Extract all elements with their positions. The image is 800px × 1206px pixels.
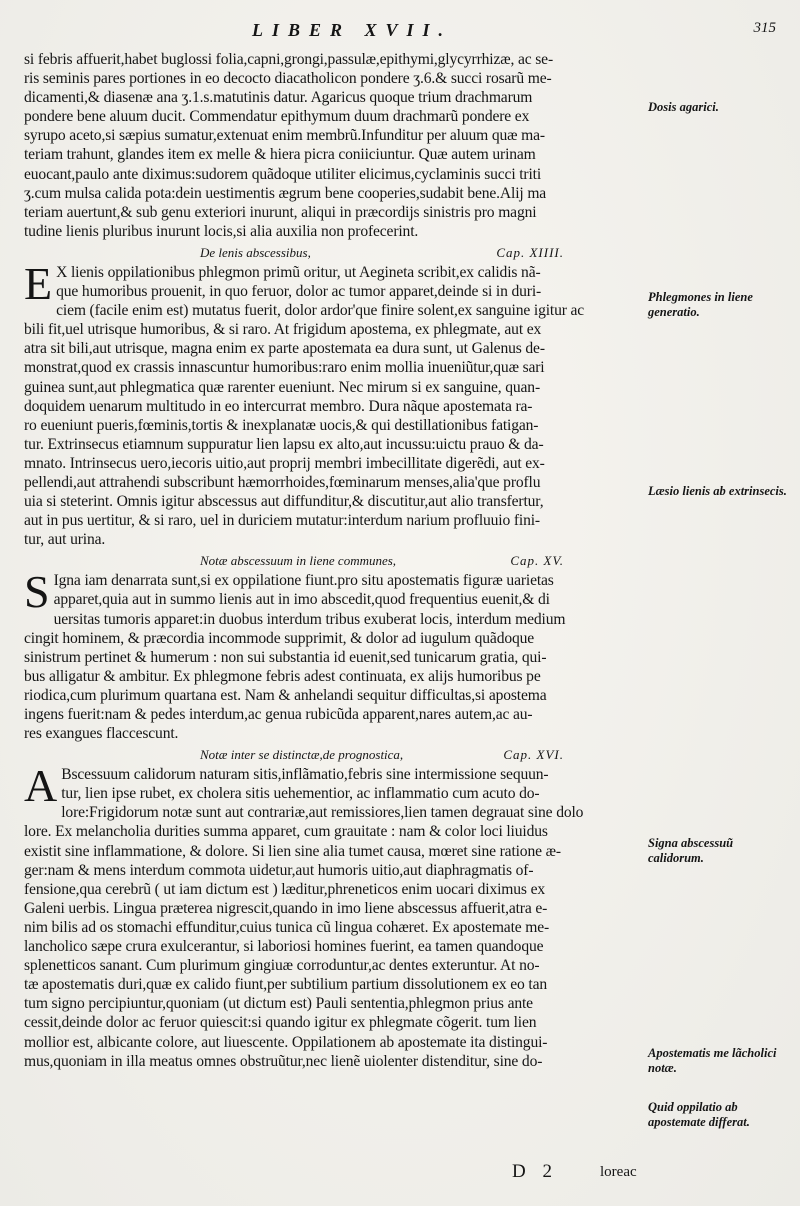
text-line: ʒ.cum mulsa calida pota:dein uestimentis ægrum bene cooperies,sudabit bene.Alij ma [24, 184, 547, 202]
drop-cap: S [24, 566, 50, 618]
chapter-number: Cap. XV. [510, 553, 564, 569]
text-line: existit sine inflammatione, & dolore. Si lien sine alia tumet causa, mœret sine ratione æ- [24, 842, 561, 860]
text-line: Igna iam denarrata sunt,si ex oppilatione fiunt.pro situ apostematis figuræ uarietas [53, 572, 554, 590]
text-line: tur. Extrinsecus etiamnum suppuratur lien lapsu ex alto,aut incussu:uictu prauo & da- [24, 435, 544, 453]
marginal-note: Phlegmones in liene generatio. [648, 290, 753, 319]
text-line: ris seminis pares portiones in eo decocto diacatholicon pondere ʒ.6.& succi rosarũ me- [24, 70, 552, 88]
folio-number: 315 [753, 20, 776, 36]
text-line: Galeni uerbis. Lingua præterea nigrescit,quando in imo liene abscessus affuerit,atra e- [24, 899, 548, 917]
text-line: euocant,paulo ante diximus:sudorem quãdoque utiliter elicimus,cyclaminis succi triti [24, 165, 542, 183]
paragraph-continuation [24, 50, 644, 241]
text-line: mnato. Intrinsecus uero,iecoris uitio,aut proprij membri imbecillitate digerẽdi, aut ex- [24, 454, 545, 472]
text-line: pondere bene aluum ducit. Commendatur epithymum duum drachmarũ pondere ex [24, 108, 530, 126]
main-text [24, 50, 644, 1071]
text-line: tur, lien ipse rubet, ex cholera sitis uehementior, ac inflammatio cum acuto do- [61, 785, 540, 803]
text-line: fensione,qua cerebrũ ( ut iam dictum est ) læditur,phreneticos enim uocari diximus ex [24, 880, 545, 898]
text-line: ger:nam & mens interdum commota uidetur,aut humoris uitio,aut diaphragmatis of- [24, 861, 534, 879]
text-line: pellendi,aut attrahendi subscribunt hæmorrhoides,fœminarum menses,alia'que proflu [24, 473, 541, 491]
text-line: sinistrum pertinet & humerum : non sui substantia id euenit,sed tunicarum gratia, qui- [24, 648, 547, 666]
text-line: uia si steterint. Omnis igitur abscessus aut diffunditur,& discutitur,aut alio transfertur, [24, 493, 544, 511]
text-line: tudine lienis pluribus inurunt locis,si alia auxilia non profecerint. [24, 222, 419, 240]
text-line: splenetticos sanant. Cum plurimum gingiuæ corroduntur,ac dentes exteruntur. At no- [24, 957, 540, 975]
marginal-note: Quid oppilatio ab apostemate differat. [648, 1100, 750, 1129]
marginal-note: Dosis agarici. [648, 100, 719, 114]
page-header [24, 20, 784, 44]
text-line: ingens fuerit:nam & pedes interdum,ac genua rubicũda apparent,nares autem,ac au- [24, 706, 533, 723]
signature-mark: D 2 [512, 1161, 558, 1182]
text-line: ro eueniunt pueris,fœminis,tortis & inexplanatæ uocis,& qui destillationibus fatigan- [24, 416, 539, 434]
running-head: LIBER XVII. [252, 20, 453, 40]
text-line: ciem (facile enim est) mutatus fuerit, dolor ardor'que finire solent,ex sanguine igitur ac [56, 302, 585, 320]
text-line: tæ apostematis duri,quæ ex calido fiunt,per subtilium partium dissolutionem ex eo tan [24, 976, 547, 994]
text-line: doquidem uenarum multitudo in eo intercurrat membro. Dura nãque apostemata ra- [24, 397, 533, 415]
text-line: X lienis oppilationibus phlegmon primũ oritur, ut Aegineta scribit,ex calidis nã- [56, 263, 541, 281]
text-line: uersitas tumoris apparet:in duobus interdum tribus exuberat locis, interdum medium [53, 610, 566, 628]
text-line: teriam trahunt, glandes item ex melle & hiera picra coniiciuntur. Quæ autem urinam [24, 146, 536, 164]
text-line: Bscessuum calidorum naturam sitis,inflãmatio,febris sine intermissione sequun- [61, 766, 549, 784]
text-line: lancholico sæpe crura exulcerantur, si laboriosi homines fuerint, ea tamen quandoque [24, 938, 544, 956]
chapter-title: Notæ abscessuum in liene communes, [200, 553, 397, 569]
paragraph-chapter-16 [24, 760, 644, 1071]
text-line: riodica,cum plurimum quartana est. Nam & anhelandi sequitur difficultas,si apostema [24, 686, 547, 704]
catchword: loreac [600, 1164, 637, 1180]
text-line: dicamenti,& diasenæ ana ʒ.1.s.matutinis datur. Agaricus quoque trium drachmarum [24, 89, 533, 107]
chapter-title: De lenis abscessibus, [200, 244, 311, 260]
text-line: cessit,deinde dolor ac feruor quiescit:si quando igitur ex phlegmate cõgerit. tum lien [24, 1014, 537, 1032]
text-line: bus alligatur & ambitur. Ex phlegmone febris adest continuata, ex alijs humoribus pe [24, 667, 541, 685]
text-line: res exangues flaccescunt. [24, 725, 179, 743]
chapter-heading [24, 745, 644, 765]
paragraph-chapter-14 [24, 257, 644, 549]
text-line: tur, aut urina. [24, 531, 106, 549]
chapter-heading [24, 551, 644, 571]
text-line: teriam auertunt,& sub genu exteriori inurunt, aliqui in præcordijs sinistris pro magni [24, 203, 537, 221]
text-line: mollior est, albicante colore, aut liuescente. Oppilationem ab apostemate ita distingui- [24, 1033, 548, 1051]
text-line: guinea sunt,aut phlegmatica quæ rarenter eueniunt. Nec mirum si ex sanguine, quan- [24, 378, 540, 396]
drop-cap: A [24, 760, 58, 812]
text-line: lore. Ex melancholia durities summa apparet, cum grauitate : nam & color loci liuidus [24, 823, 548, 841]
chapter-number: Cap. XVI. [503, 747, 564, 763]
chapter-number: Cap. XIIII. [496, 244, 564, 260]
text-line: aut in pus uertitur, & si raro, uel in duriciem mutatur:interdum narium profluuio fini- [24, 512, 540, 530]
text-line: syrupo aceto,si sæpius sumatur,extenuat enim membrũ.Infunditur per aluum quæ ma- [24, 127, 545, 145]
drop-cap: E [24, 257, 53, 309]
text-line: atra sit bili,aut utrisque, magna enim ex parte apostemata ea dura sunt, ut Galenus de- [24, 340, 545, 358]
marginal-note: Apostematis me lãcholici notæ. [648, 1046, 777, 1075]
text-line: lore:Frigidorum notæ sunt aut contrariæ,aut remissiores,lien tamen degrauat sine dolo [61, 804, 584, 822]
text-line: monstrat,quod ex crassis innascuntur humoribus:raro enim mollia inueniũtur,quæ sari [24, 359, 545, 377]
text-line: mus,quoniam in illa meatus omnes obstruũtur,nec lienẽ uiolenter distenditur, sine do- [24, 1052, 543, 1070]
chapter-title: Notæ inter se distinctæ,de prognostica, [200, 747, 404, 763]
paragraph-chapter-15 [24, 566, 644, 743]
marginal-note: Læsio lienis ab extrinsecis. [648, 484, 787, 498]
text-line: si febris affuerit,habet buglossi folia,capni,grongi,passulæ,epithymi,glycyrrhizæ, ac se- [24, 51, 553, 68]
text-line: que humoribus prouenit, in quo feruor, dolor ac tumor apparet,deinde si in duri- [56, 283, 542, 301]
text-line: tum signo percipiuntur,quoniam (ut dictum est) Pauli sententia,phlegmon prius ante [24, 995, 533, 1013]
text-line: bili fit,uel utrisque humoribus, & si raro. At frigidum apostema, ex phlegmate, aut ex [24, 321, 542, 339]
text-line: apparet,quia aut in summo lienis aut in imo abscedit,quod frequentius euenit,& di [53, 591, 550, 609]
chapter-heading [24, 243, 644, 263]
text-line: nim bilis ad os stomachi effunditur,cuius tunica cũ lingua cohæret. Ex apostemate me- [24, 918, 550, 936]
marginal-note: Signa abscessuũ calidorum. [648, 836, 734, 865]
text-line: cingit hominem, & præcordia incommode supprimit, & dolor ad iugulum quãdoque [24, 629, 535, 647]
